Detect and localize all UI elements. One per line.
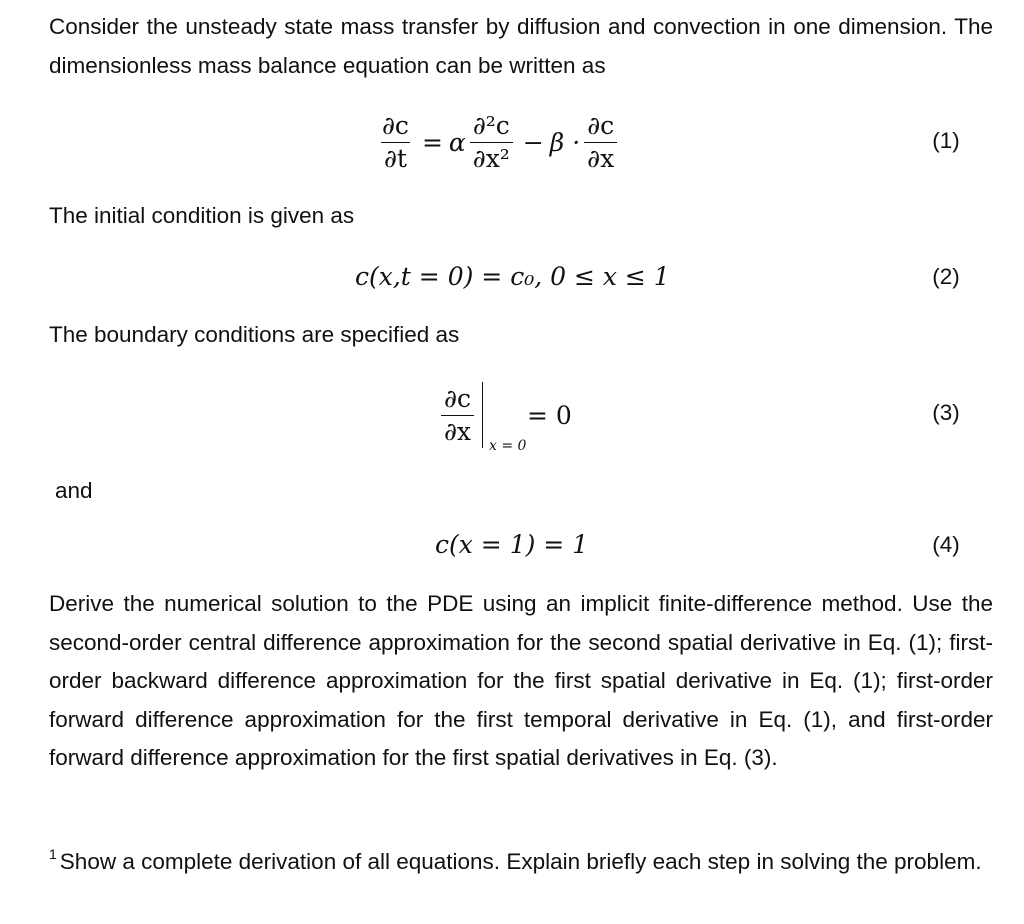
eq1-lhs-fraction [379, 112, 412, 173]
eq1-term3-denominator: ∂x [584, 142, 617, 173]
equation-2 [355, 262, 670, 291]
eq1-alpha: α [448, 128, 466, 157]
eq3-fraction [441, 385, 474, 446]
eq1-lhs-numerator: ∂c [382, 111, 409, 140]
boundary-conditions-label: The boundary conditions are specified as [49, 322, 460, 347]
eq1-minus: − [522, 128, 544, 157]
eq1-equals: = [421, 128, 443, 157]
eq3-evaluation-point: x = 0 [489, 438, 527, 454]
footnote-marker: 1 [49, 846, 57, 862]
equation-3-number: (3) [932, 400, 960, 425]
initial-condition-label: The initial condition is given as [49, 203, 355, 228]
task-paragraph: Derive the numerical solution to the PDE using an implicit finite-difference method. Use the second-order central difference approximation for the second spatial derivative in Eq. (1); first-order backward difference approximation for the first spatial derivative in Eq. (1); first-order forward difference approximation for the first temporal derivative in Eq. (1), and first-order forward difference approximation for the first spatial derivatives in Eq. (3). [49, 591, 993, 770]
eq1-second-derivative-fraction [470, 112, 513, 173]
eq1-first-derivative-fraction [584, 112, 617, 173]
eq3-rhs: = 0 [527, 400, 572, 430]
eq3-denominator: ∂x [441, 415, 474, 446]
equation-3 [437, 382, 572, 454]
intro-paragraph: Consider the unsteady state mass transfer by diffusion and convection in one dimension. The dimensionless mass balance equation can be written as [49, 14, 993, 78]
eq1-term2-numerator: ∂²c [472, 111, 510, 140]
eq3-evaluation-bar [482, 382, 527, 454]
equation-2-number: (2) [932, 264, 960, 289]
equation-1 [375, 112, 621, 173]
eq1-beta: β · [549, 128, 581, 157]
footnote [49, 835, 993, 882]
eq2-expression: c(x,t = 0) = c₀, 0 ≤ x ≤ 1 [355, 262, 670, 291]
eq1-term2-denominator: ∂x² [470, 142, 513, 173]
eq1-term3-numerator: ∂c [587, 111, 615, 140]
equation-4-number: (4) [932, 532, 960, 557]
and-label: and [55, 478, 93, 503]
eq4-expression: c(x = 1) = 1 [435, 530, 589, 559]
equation-1-number: (1) [932, 128, 960, 153]
equation-4 [435, 530, 588, 559]
eq1-lhs-denominator: ∂t [381, 142, 410, 173]
footnote-text: Show a complete derivation of all equations. Explain briefly each step in solving the problem. [59, 849, 982, 874]
eq3-numerator: ∂c [444, 383, 471, 413]
